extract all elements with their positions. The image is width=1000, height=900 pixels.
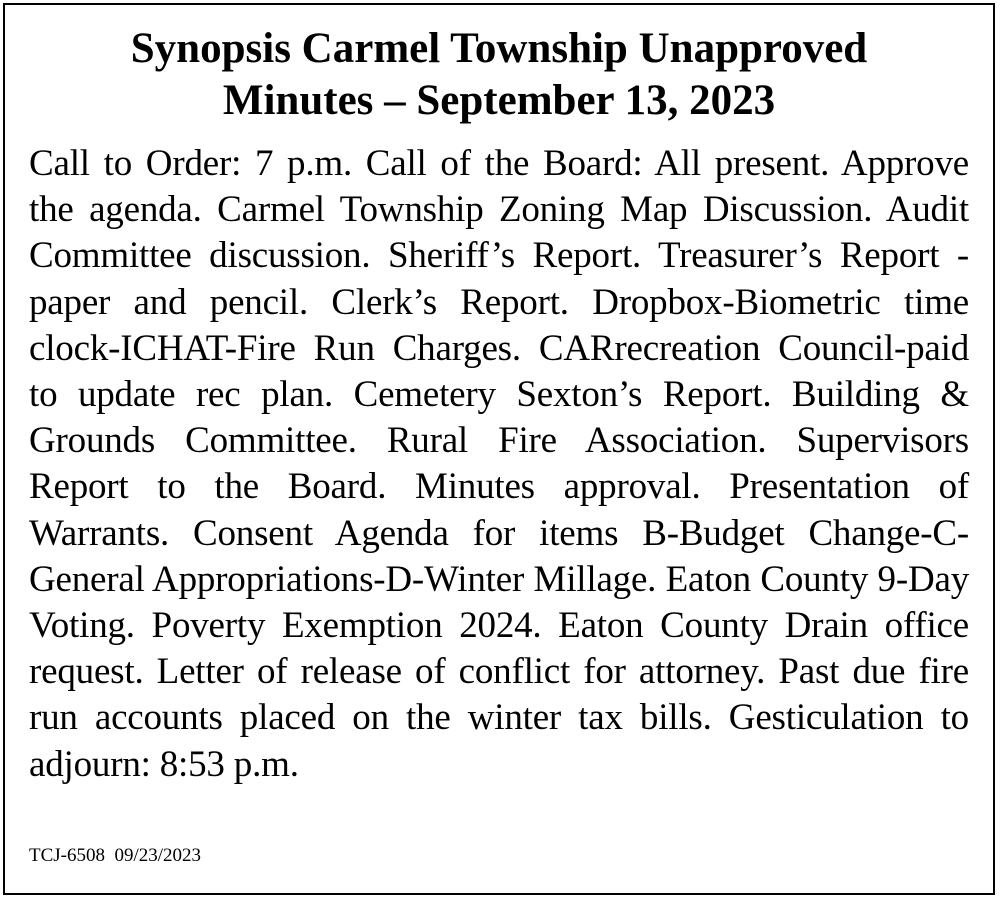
notice-footer: [29, 845, 201, 867]
notice-title-line-1: Synopsis Carmel Township Unapproved: [130, 25, 868, 72]
legal-notice: [3, 3, 995, 895]
footer-code: TCJ-6508: [29, 845, 105, 866]
notice-body: Call to Order: 7 p.m. Call of the Board: All present. Approve the agenda. Carmel Township Zoning Map Discussion. Audit Committee discussion. Sheriff’s Report. Treasurer’s Report - paper and pencil. Clerk’s Report. Dropbox-Biometric time clock-ICHAT-Fire Run Charges. CARrecreation Council-paid to update rec plan. Cemetery Sexton’s Report. Building & Grounds Committee. Rural Fire Association. Supervisors Report to the Board. Minutes approval. Presentation of Warrants. Consent Agenda for items B-Budget Change-C-General Appropriations-D-Winter Millage. Eaton County 9-Day Voting. Poverty Exemption 2024. Eaton County Drain office request. Letter of release of conflict for attorney. Past due fire run accounts placed on the winter tax bills. Gesticulation to adjourn: 8:53 p.m.: [29, 143, 969, 785]
notice-title: [5, 23, 993, 127]
notice-title-line-2: Minutes – September 13, 2023: [222, 77, 776, 124]
footer-date: 09/23/2023: [114, 845, 202, 866]
